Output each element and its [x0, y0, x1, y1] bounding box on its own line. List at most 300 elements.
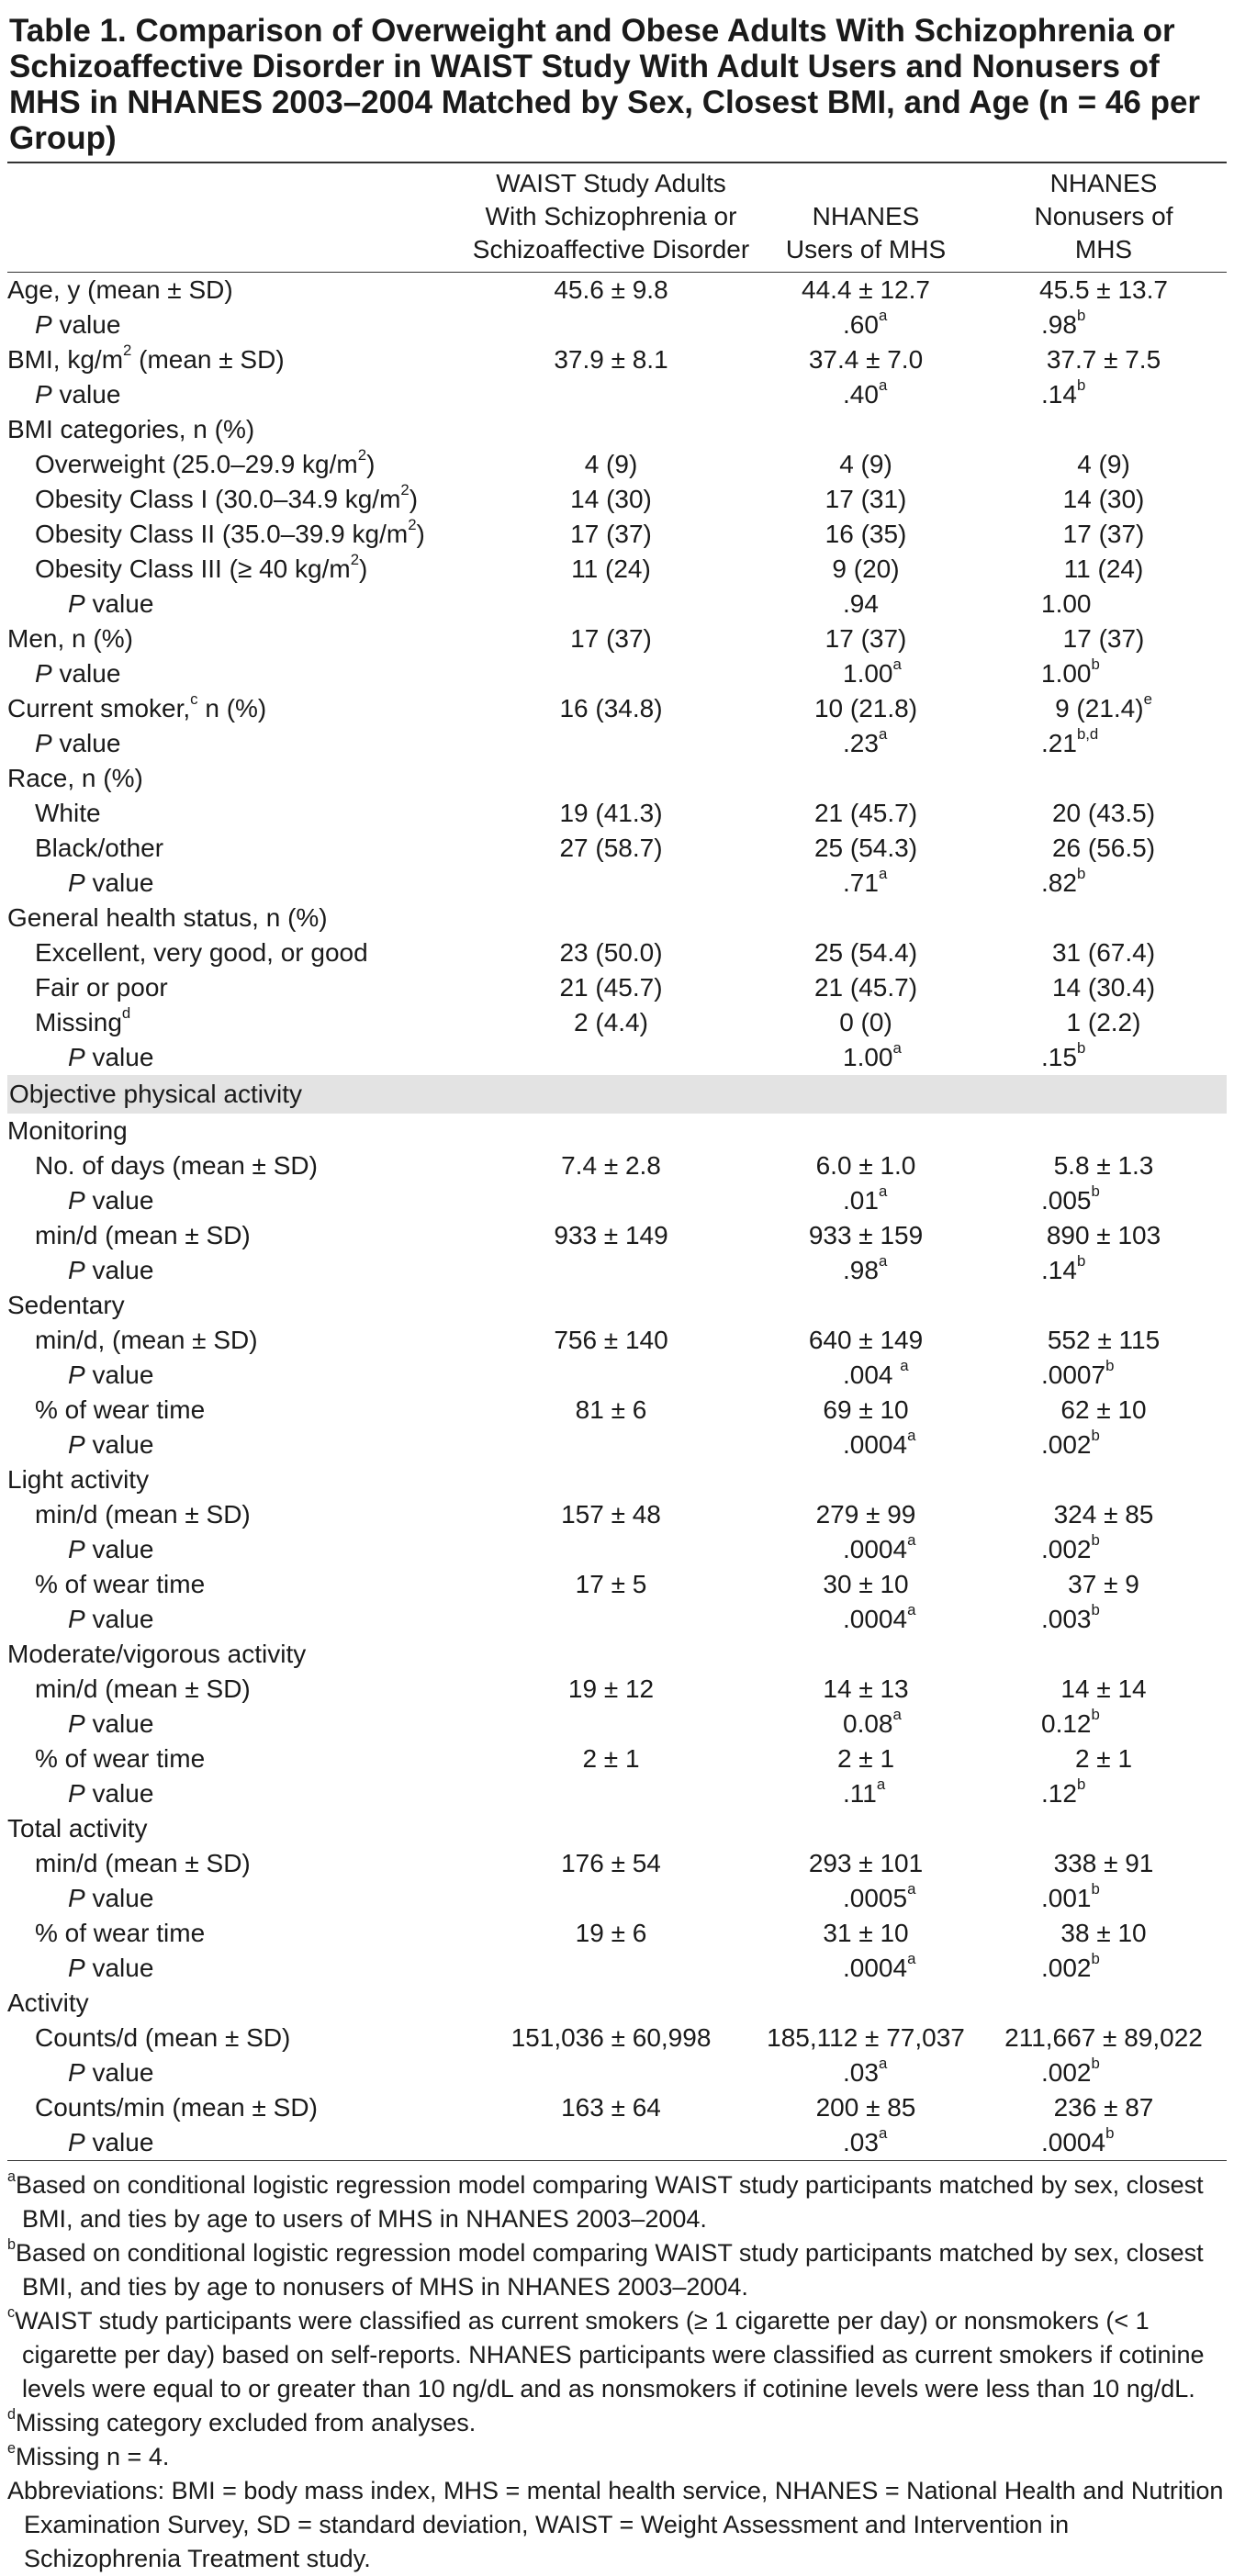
cell-value: .94 [843, 589, 879, 618]
cell-value: .12 [1041, 1779, 1077, 1808]
row-label-text: Overweight (25.0–29.9 kg/m [35, 450, 358, 478]
footnote [7, 2304, 1227, 2406]
p-rest: value [51, 310, 121, 339]
users-value [751, 1567, 981, 1602]
p-letter: P [68, 2128, 85, 2156]
nonusers-value [981, 1323, 1227, 1358]
p-rest: value [84, 1709, 154, 1738]
cell-value: 6.0 ± 1.0 [815, 1151, 916, 1180]
cell-value: .23 [843, 729, 879, 757]
cell-value: 19 ± 12 [567, 1674, 655, 1703]
waist-value [471, 761, 751, 796]
row-label-text [68, 868, 153, 897]
label-suffix: (mean ± SD) [131, 345, 285, 374]
data-table [7, 163, 1227, 2160]
p-letter: P [68, 1709, 85, 1738]
waist-value [471, 1358, 751, 1393]
p-value-row [7, 1707, 1227, 1742]
row-label [7, 273, 471, 308]
waist-value [471, 866, 751, 901]
nonusers-value [981, 656, 1227, 691]
header-waist-line3: Schizoaffective Disorder [472, 235, 750, 263]
p-letter: P [68, 1535, 85, 1563]
users-value [751, 901, 981, 935]
p-rest: value [84, 589, 154, 618]
users-value [751, 1951, 981, 1986]
row-label-text: Black/other [35, 834, 164, 862]
users-value [751, 1497, 981, 1532]
cell-value: .15 [1041, 1043, 1077, 1071]
row-label-text: min/d (mean ± SD) [35, 1674, 251, 1703]
row-label-text [35, 659, 120, 688]
row-label [7, 1218, 471, 1253]
waist-value [471, 1040, 751, 1075]
p-value-row [7, 1776, 1227, 1811]
users-value [751, 2125, 981, 2160]
label-superscript: 2 [408, 516, 417, 534]
waist-value [471, 1497, 751, 1532]
cell-value: .001 [1041, 1884, 1092, 1912]
abbreviations: Abbreviations: BMI = body mass index, MHS = mental health service, NHANES = National Health and Nutrition Examination Survey, SD = standard deviation, WAIST = Weight Assessment and Intervention in Schizophrenia Treatment study. [7, 2477, 1224, 2572]
row-label-text [68, 1954, 153, 1982]
nonusers-value [981, 1005, 1227, 1040]
row-label-text: Obesity Class III (≥ 40 kg/m [35, 554, 351, 583]
footnote-marker: b [1076, 865, 1086, 883]
waist-value [471, 552, 751, 587]
waist-value [471, 1393, 751, 1428]
nonusers-value [981, 2125, 1227, 2160]
row-label-text: No. of days (mean ± SD) [35, 1151, 318, 1180]
cell-value: 17 (37) [570, 520, 652, 548]
row-label [7, 1183, 471, 1218]
waist-value [471, 691, 751, 726]
cell-value: .03 [843, 2058, 879, 2087]
users-value [751, 726, 981, 761]
p-rest: value [84, 1361, 154, 1389]
footnote-marker: a [900, 1357, 909, 1375]
users-value [751, 1602, 981, 1637]
footnote-marker: b [1076, 376, 1086, 395]
waist-value [471, 342, 751, 377]
footnote-marker: a [878, 2055, 888, 2073]
p-letter: P [68, 1954, 85, 1982]
row-label [7, 1532, 471, 1567]
cell-value: 17 (37) [1062, 624, 1145, 653]
waist-value [471, 377, 751, 412]
p-letter: P [68, 1605, 85, 1633]
cell-value: 1.00 [1041, 589, 1092, 618]
waist-value [471, 970, 751, 1005]
label-superscript: 2 [350, 551, 360, 569]
table-row [7, 761, 1227, 796]
header-waist-line2: With Schizophrenia or [485, 202, 737, 230]
row-label [7, 1567, 471, 1602]
row-label-text [35, 310, 120, 339]
footnote-marker: a [878, 1182, 888, 1201]
footnote-marker: a [907, 1531, 916, 1550]
cell-value: 19 (41.3) [559, 799, 663, 827]
row-label [7, 1916, 471, 1951]
footnote-marker: b [1105, 2124, 1115, 2143]
cell-value: 23 (50.0) [559, 938, 663, 967]
users-value [751, 342, 981, 377]
waist-value [471, 2021, 751, 2055]
row-label [7, 1707, 471, 1742]
footnote-marker: b [1105, 1357, 1115, 1375]
cell-value: 14 ± 14 [1060, 1674, 1147, 1703]
waist-value [471, 1428, 751, 1462]
cell-value: 17 ± 5 [575, 1570, 647, 1598]
nonusers-value [981, 1881, 1227, 1916]
row-label-text: Total activity [7, 1814, 148, 1842]
row-label [7, 1986, 471, 2021]
row-label [7, 1323, 471, 1358]
table-row [7, 901, 1227, 935]
p-value-row [7, 1358, 1227, 1393]
cell-value: .82 [1041, 868, 1077, 897]
p-rest: value [84, 1535, 154, 1563]
cell-value: 9 (20) [832, 554, 900, 583]
cell-value: 2 ± 1 [836, 1744, 895, 1773]
footnote [7, 2440, 1227, 2474]
footnotes [7, 2168, 1227, 2576]
row-label [7, 1040, 471, 1075]
nonusers-value [981, 2090, 1227, 2125]
users-value [751, 273, 981, 308]
table-row [7, 1811, 1227, 1846]
nonusers-value [981, 1916, 1227, 1951]
cell-value: 81 ± 6 [575, 1395, 647, 1424]
users-value [751, 1428, 981, 1462]
cell-value: 157 ± 48 [561, 1500, 661, 1529]
waist-value [471, 901, 751, 935]
p-rest: value [84, 1430, 154, 1459]
users-value [751, 517, 981, 552]
nonusers-value [981, 1567, 1227, 1602]
cell-value: 0.08 [843, 1709, 893, 1738]
table-row [7, 1005, 1227, 1040]
header-users-line2: Users of MHS [785, 235, 947, 263]
p-rest: value [51, 659, 121, 688]
users-value [751, 412, 981, 447]
cell-value: 26 (56.5) [1051, 834, 1156, 862]
waist-value [471, 1288, 751, 1323]
footnote-text: Missing n = 4. [16, 2443, 170, 2470]
users-value [751, 2021, 981, 2055]
cell-value: 163 ± 64 [561, 2093, 661, 2122]
table-row [7, 970, 1227, 1005]
footnote-marker: b [1091, 1880, 1100, 1898]
footnote-marker: b [1076, 1775, 1086, 1794]
cell-value: 21 (45.7) [813, 799, 918, 827]
footnote-marker: a [878, 376, 888, 395]
row-label-text: Monitoring [7, 1116, 128, 1145]
waist-value [471, 308, 751, 342]
row-label [7, 1393, 471, 1428]
waist-value [471, 1811, 751, 1846]
row-label [7, 1114, 471, 1148]
cell-value: 7.4 ± 2.8 [561, 1151, 661, 1180]
cell-value: 4 (9) [584, 450, 638, 478]
row-label-text: Light activity [7, 1465, 150, 1494]
row-label [7, 761, 471, 796]
row-label-text: min/d (mean ± SD) [35, 1500, 251, 1529]
cell-value: 211,667 ± 89,022 [1004, 2023, 1203, 2052]
footnote-mark: a [7, 2167, 17, 2185]
row-label-text: % of wear time [35, 1744, 206, 1773]
cell-value: 293 ± 101 [808, 1849, 924, 1877]
footnote-marker: b [1091, 2055, 1100, 2073]
section-label: Objective physical activity [7, 1075, 1227, 1114]
row-label [7, 796, 471, 831]
nonusers-value [981, 273, 1227, 308]
row-label [7, 1776, 471, 1811]
cell-value: 16 (35) [825, 520, 907, 548]
cell-value: .002 [1041, 2058, 1092, 2087]
nonusers-value [981, 342, 1227, 377]
cell-value: .60 [843, 310, 879, 339]
header-users-line1: NHANES [812, 202, 920, 230]
row-label [7, 1428, 471, 1462]
p-rest: value [84, 868, 154, 897]
cell-value: .002 [1041, 1535, 1092, 1563]
cell-value: 38 ± 10 [1060, 1919, 1147, 1947]
p-letter: P [35, 729, 52, 757]
nonusers-value [981, 796, 1227, 831]
cell-value: 933 ± 159 [808, 1221, 924, 1249]
p-value-row [7, 726, 1227, 761]
cell-value: 9 (21.4) [1055, 694, 1144, 722]
nonusers-value [981, 308, 1227, 342]
cell-value: 45.6 ± 9.8 [554, 275, 668, 304]
footnote-marker: a [907, 1427, 916, 1445]
users-value [751, 622, 981, 656]
row-label [7, 2055, 471, 2090]
nonusers-value [981, 1846, 1227, 1881]
waist-value [471, 1532, 751, 1567]
row-label [7, 1497, 471, 1532]
cell-value: 11 (24) [571, 554, 651, 583]
p-rest: value [84, 1884, 154, 1912]
nonusers-value [981, 1428, 1227, 1462]
nonusers-value [981, 1114, 1227, 1148]
row-label [7, 1881, 471, 1916]
nonusers-value [981, 1183, 1227, 1218]
cell-value: .0004 [843, 1605, 908, 1633]
waist-value [471, 1881, 751, 1916]
cell-value: 1 (2.2) [1066, 1008, 1141, 1036]
nonusers-value [981, 935, 1227, 970]
nonusers-value [981, 1358, 1227, 1393]
waist-value [471, 1218, 751, 1253]
cell-value: 11 (24) [1063, 554, 1144, 583]
cell-value: 16 (34.8) [559, 694, 663, 722]
p-letter: P [68, 589, 85, 618]
nonusers-value [981, 552, 1227, 587]
waist-value [471, 726, 751, 761]
nonusers-value [981, 1040, 1227, 1075]
cell-value: 20 (43.5) [1051, 799, 1156, 827]
cell-value: 5.8 ± 1.3 [1053, 1151, 1154, 1180]
footnote-marker: a [878, 865, 888, 883]
label-superscript: 2 [400, 481, 409, 499]
row-label-text [68, 2128, 153, 2156]
row-label [7, 2021, 471, 2055]
row-label [7, 2090, 471, 2125]
p-value-row [7, 377, 1227, 412]
label-suffix: ) [416, 520, 425, 548]
p-value-row [7, 1532, 1227, 1567]
cell-value: 37.7 ± 7.5 [1046, 345, 1161, 374]
cell-value: .004 [843, 1361, 901, 1389]
cell-value: 14 (30.4) [1051, 973, 1156, 1002]
nonusers-value [981, 1637, 1227, 1672]
users-value [751, 656, 981, 691]
cell-value: 37 ± 9 [1068, 1570, 1139, 1598]
waist-value [471, 1602, 751, 1637]
nonusers-value [981, 412, 1227, 447]
cell-value: 25 (54.3) [813, 834, 918, 862]
footnote-mark: d [7, 2405, 17, 2423]
row-label [7, 447, 471, 482]
users-value [751, 1532, 981, 1567]
row-label-text: Race, n (%) [7, 764, 143, 792]
table-row [7, 622, 1227, 656]
cell-value: 37.9 ± 8.1 [554, 345, 668, 374]
nonusers-value [981, 482, 1227, 517]
cell-value: 44.4 ± 12.7 [802, 275, 930, 304]
footnote-marker: b [1076, 1252, 1086, 1271]
p-rest: value [84, 2128, 154, 2156]
waist-value [471, 622, 751, 656]
waist-value [471, 1951, 751, 1986]
cell-value: .98 [1041, 310, 1077, 339]
users-value [751, 1776, 981, 1811]
table-row [7, 1323, 1227, 1358]
p-rest: value [84, 1779, 154, 1808]
cell-value: .98 [843, 1256, 879, 1284]
header-empty [7, 163, 471, 272]
table-row [7, 1672, 1227, 1707]
nonusers-value [981, 970, 1227, 1005]
cell-value: 14 (30) [570, 485, 652, 513]
footnote-marker: b,d [1076, 725, 1099, 744]
cell-value: .0004 [843, 1954, 908, 1982]
nonusers-value [981, 1672, 1227, 1707]
row-label [7, 726, 471, 761]
cell-value: .003 [1041, 1605, 1092, 1633]
cell-value: 890 ± 103 [1046, 1221, 1161, 1249]
cell-value: .14 [1041, 380, 1077, 409]
nonusers-value [981, 1986, 1227, 2021]
row-label [7, 482, 471, 517]
label-suffix: ) [359, 554, 368, 583]
p-rest: value [84, 1605, 154, 1633]
waist-value [471, 1567, 751, 1602]
cell-value: .71 [843, 868, 879, 897]
header-waist-line1: WAIST Study Adults [496, 169, 726, 197]
users-value [751, 1916, 981, 1951]
nonusers-value [981, 1497, 1227, 1532]
nonusers-value [981, 761, 1227, 796]
cell-value: .01 [843, 1186, 879, 1215]
row-label [7, 935, 471, 970]
table-body [7, 273, 1227, 2160]
table-row [7, 412, 1227, 447]
bottom-rule [7, 2160, 1227, 2161]
footnote-text: WAIST study participants were classified as current smokers (≥ 1 cigarette per day) or nonsmokers (< 1 cigarette per day) based on self-reports. NHANES participants were classified as current smokers if cotinine levels were equal to or greater than 10 ng/dL and as nonsmokers if cotinine levels were less than 10 ng/dL. [15, 2307, 1205, 2402]
row-label-text [68, 589, 153, 618]
cell-value: 1.00 [843, 1043, 893, 1071]
table-row [7, 1114, 1227, 1148]
label-suffix: n (%) [197, 694, 267, 722]
nonusers-value [981, 1532, 1227, 1567]
row-label-text [68, 1709, 153, 1738]
users-value [751, 2055, 981, 2090]
p-letter: P [35, 380, 52, 409]
waist-value [471, 1148, 751, 1183]
cell-value: 756 ± 140 [554, 1326, 668, 1354]
users-value [751, 1811, 981, 1846]
row-label-text: min/d (mean ± SD) [35, 1849, 251, 1877]
row-label-text [68, 1043, 153, 1071]
cell-value: 1.00 [843, 659, 893, 688]
footnote-mark: b [7, 2235, 17, 2253]
p-value-row [7, 2125, 1227, 2160]
users-value [751, 552, 981, 587]
cell-value: 0.12 [1041, 1709, 1092, 1738]
nonusers-value [981, 1288, 1227, 1323]
nonusers-value [981, 1742, 1227, 1776]
row-label-text: Age, y (mean ± SD) [7, 275, 233, 304]
row-label [7, 587, 471, 622]
nonusers-value [981, 1776, 1227, 1811]
footnote [7, 2236, 1227, 2304]
p-letter: P [68, 1186, 85, 1215]
waist-value [471, 1183, 751, 1218]
row-label-text: % of wear time [35, 1570, 206, 1598]
nonusers-value [981, 1462, 1227, 1497]
footnote-marker: a [876, 1775, 886, 1794]
footnote-marker: b [1091, 1706, 1100, 1724]
nonusers-value [981, 726, 1227, 761]
waist-value [471, 1462, 751, 1497]
nonusers-value [981, 1811, 1227, 1846]
footnote-marker: a [878, 307, 888, 325]
waist-value [471, 656, 751, 691]
table-row [7, 1846, 1227, 1881]
row-label-text [68, 1361, 153, 1389]
p-value-row [7, 1881, 1227, 1916]
users-value [751, 1393, 981, 1428]
table-row [7, 1986, 1227, 2021]
row-label-text [35, 729, 120, 757]
p-rest: value [84, 2058, 154, 2087]
row-label-text [68, 1884, 153, 1912]
table-row [7, 796, 1227, 831]
p-letter: P [68, 1884, 85, 1912]
row-label [7, 2125, 471, 2160]
cell-value: .002 [1041, 1954, 1092, 1982]
p-value-row [7, 866, 1227, 901]
cell-value: 10 (21.8) [813, 694, 918, 722]
cell-value: 933 ± 149 [554, 1221, 668, 1249]
table-header [7, 163, 1227, 273]
cell-value: .0007 [1041, 1361, 1106, 1389]
users-value [751, 796, 981, 831]
row-label [7, 1288, 471, 1323]
footnote-marker: a [892, 1706, 902, 1724]
